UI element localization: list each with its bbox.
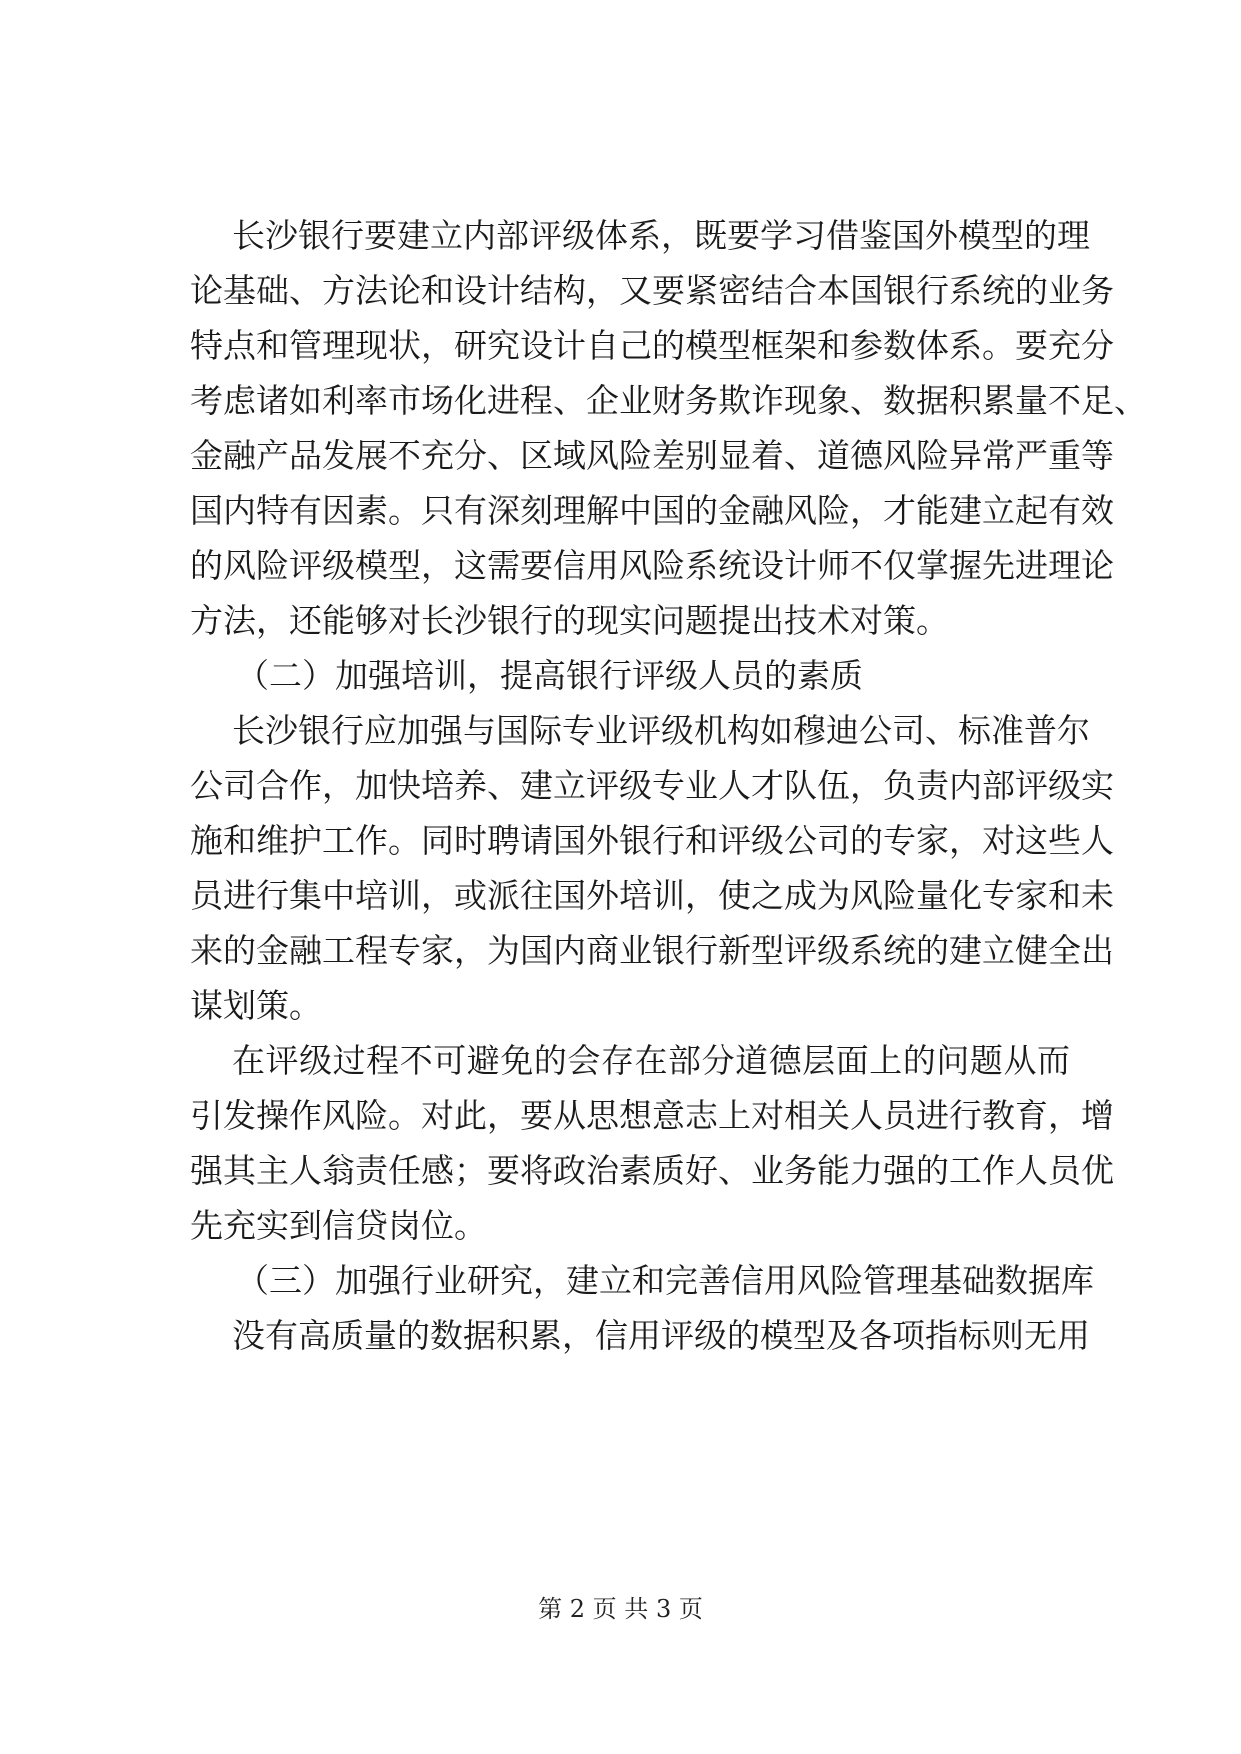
paragraph-line: 国内特有因素。只有深刻理解中国的金融风险，才能建立起有效: [190, 491, 1114, 530]
paragraph-line: 的风险评级模型，这需要信用风险系统设计师不仅掌握先进理论: [190, 546, 1114, 585]
paragraph-line: 引发操作风险。对此，要从思想意志上对相关人员进行教育，增: [190, 1096, 1114, 1135]
paragraph-line: 长沙银行要建立内部评级体系，既要学习借鉴国外模型的理: [232, 216, 1090, 255]
paragraph-line: 公司合作，加快培养、建立评级专业人才队伍，负责内部评级实: [190, 766, 1114, 805]
paragraph-line: 强其主人翁责任感；要将政治素质好、业务能力强的工作人员优: [190, 1151, 1114, 1190]
paragraph-line: 谋划策。: [190, 986, 322, 1025]
paragraph-line: 特点和管理现状，研究设计自己的模型框架和参数体系。要充分: [190, 326, 1114, 365]
page-number-footer: 第 2 页 共 3 页: [538, 1595, 703, 1623]
paragraph-line: 在评级过程不可避免的会存在部分道德层面上的问题从而: [232, 1041, 1070, 1080]
paragraph-line: 长沙银行应加强与国际专业评级机构如穆迪公司、标准普尔: [232, 711, 1090, 750]
paragraph-line: 论基础、方法论和设计结构，又要紧密结合本国银行系统的业务: [190, 271, 1114, 310]
paragraph-line: 方法，还能够对长沙银行的现实问题提出技术对策。: [190, 601, 949, 640]
section-heading: （二）加强培训，提高银行评级人员的素质: [236, 656, 863, 695]
paragraph-line: 施和维护工作。同时聘请国外银行和评级公司的专家，对这些人: [190, 821, 1114, 860]
paragraph-line: 没有高质量的数据积累，信用评级的模型及各项指标则无用: [232, 1316, 1090, 1355]
paragraph-line: 考虑诸如利率市场化进程、企业财务欺诈现象、数据积累量不足、: [190, 381, 1147, 420]
section-heading: （三）加强行业研究，建立和完善信用风险管理基础数据库: [236, 1261, 1094, 1300]
paragraph-line: 员进行集中培训，或派往国外培训，使之成为风险量化专家和未: [190, 876, 1114, 915]
paragraph-line: 金融产品发展不充分、区域风险差别显着、道德风险异常严重等: [190, 436, 1114, 475]
paragraph-line: 来的金融工程专家，为国内商业银行新型评级系统的建立健全出: [190, 931, 1114, 970]
paragraph-line: 先充实到信贷岗位。: [190, 1206, 487, 1245]
